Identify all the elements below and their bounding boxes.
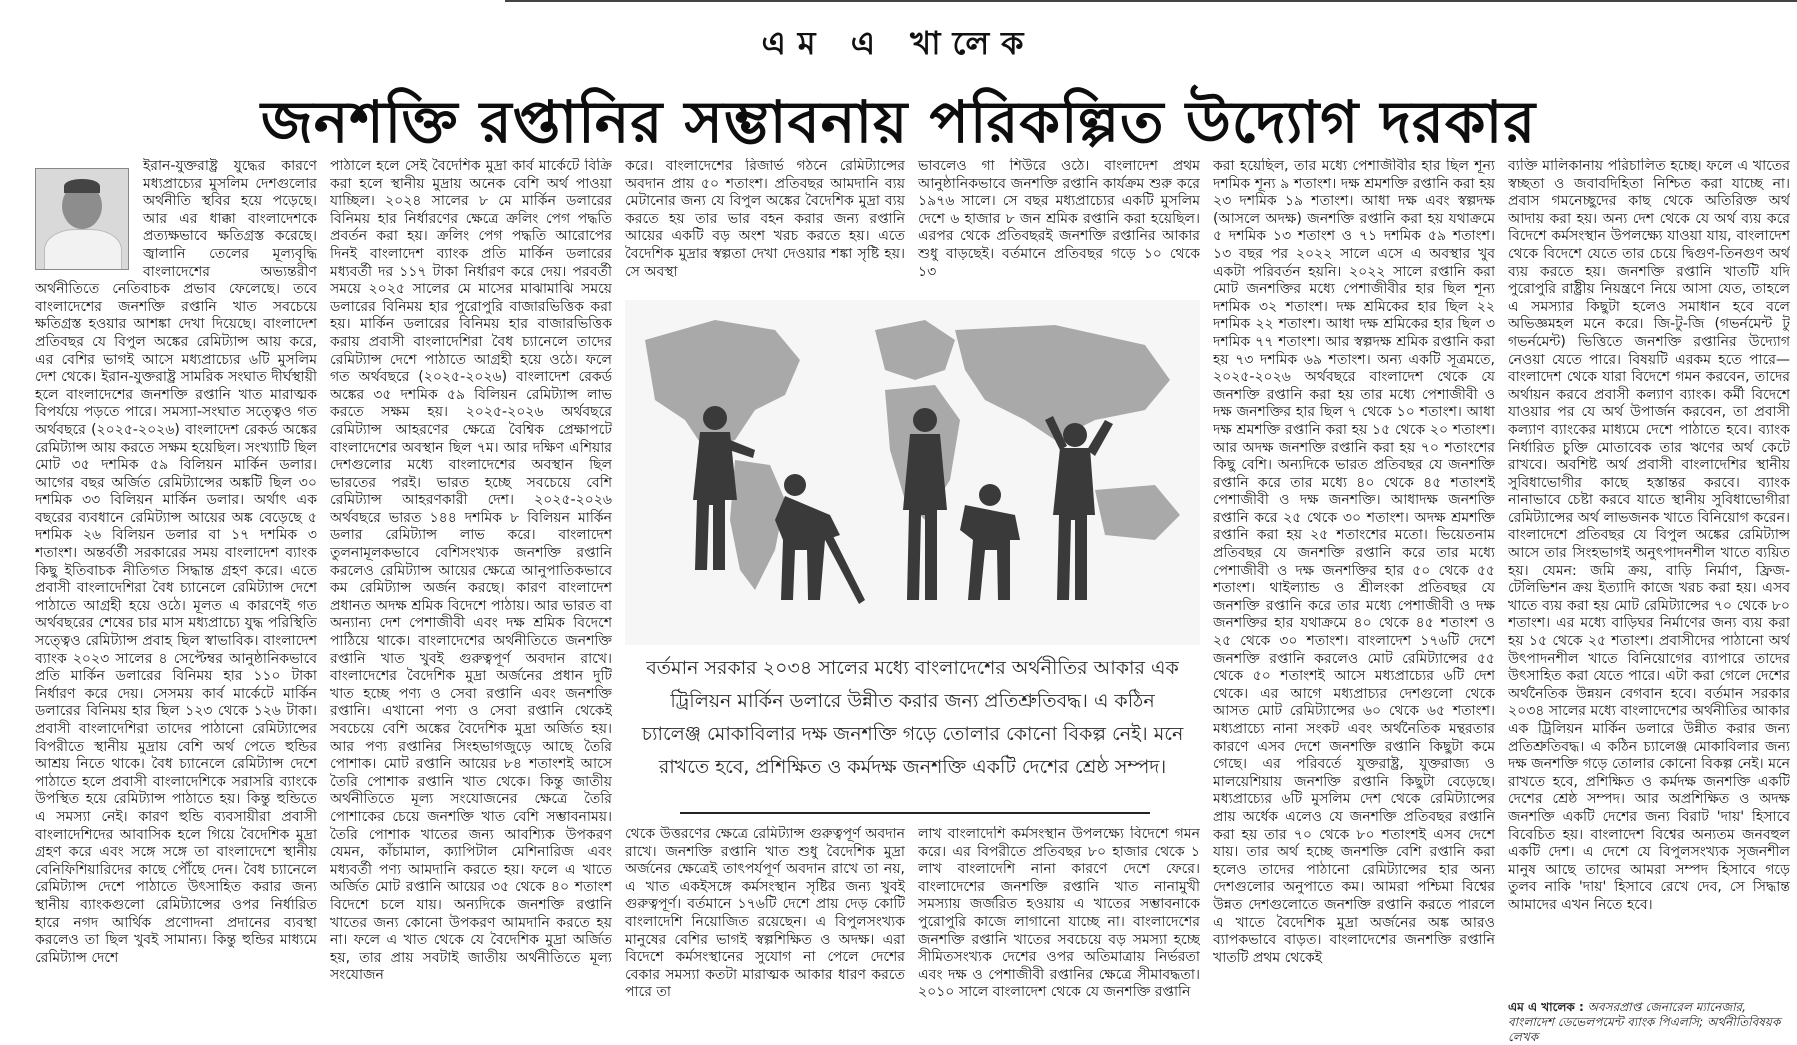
headline: জনশক্তি রপ্তানির সম্ভাবনায় পরিকল্পিত উদ্যোগ দরকার: [260, 88, 1537, 156]
column-4-top: [918, 158, 1200, 298]
column-6-text: ব্যক্তি মালিকানায় পরিচালিত হচ্ছে। ফলে এ খাতের স্বচ্ছতা ও জবাবদিহিতা নিশ্চিত করা যাচ্ছে না। প্রবাস গমনেচ্ছুদের কাছ থেকে অতিরিক্ত অর্থ আদায় করা হয়। অন্য দেশ থেকে যে অর্থ ব্যয় করে বিদেশে কর্মসংস্থান উপলক্ষ্যে যাওয়া যায়, বাংলাদেশ থেকে বিদেশে যেতে তার চেয়ে দ্বিগুণ-তিনগুণ অর্থ ব্যয় করতে হয়। জনশক্তি রপ্তানি খাতটি যদি পুরোপুরি রাষ্ট্রীয় নিয়ন্ত্রণে নিয়ে আসা যেত, তাহলে এ সমস্যার কিছুটা হলেও সমাধান হবে বলে অভিজ্ঞমহল মনে করে। জি-টু-জি (গভর্নমেন্ট টু গভর্নমেন্ট) ভিত্তিতে জনশক্তি রপ্তানির উদ্যোগ নেওয়া যেতে পারে। বিষয়টি এরকম হতে পারে—বাংলাদেশ থেকে যারা বিদেশে গমন করবেন, তাদের অর্থায়ন করবে প্রবাসী কল্যাণ ব্যাংক। কর্মী বিদেশে যাওয়ার পর যে অর্থ উপার্জন করবেন, তা প্রবাসী কল্যাণ ব্যাংকের মাধ্যমে দেশে পাঠাতে হবে। ব্যাংক নির্ধারিত চুক্তি মোতাবেক তার ঋণের অর্থ কেটে রাখবে। অবশিষ্ট অর্থ প্রবাসী বাংলাদেশির স্থানীয় সুবিধাভোগীর কাছে হস্তান্তর করবে। ব্যাংক নানাভাবে চেষ্টা করবে যাতে স্থানীয় সুবিধাভোগীরা রেমিট্যান্সের অর্থ লাভজনক খাতে বিনিয়োগ করেন। বাংলাদেশে প্রতিবছর যে বিপুল অঙ্কের রেমিট্যান্স আসে তার সিংহভাগই অনুৎপাদনশীল খাতে ব্যয়িত হয়। যেমন: জমি ক্রয়, বাড়ি নির্মাণ, ফ্রিজ-টেলিভিশন ক্রয় ইত্যাদি কাজে খরচ করা হয়। এসব খাতে ব্যয় করা হয় মোট রেমিট্যান্সের ৭০ থেকে ৮০ শতাংশ। এর মধ্যে বাড়িঘর নির্মাণের জন্য ব্যয় করা হয় ১৫ থেকে ২৫ শতাংশ। প্রবাসীদের পাঠানো অর্থ উৎপাদনশীল খাতে বিনিয়োগের ব্যাপারে তাদের উৎসাহিত করা যেতে পারে। এটা করা গেলে দেশের অর্থনৈতিক উন্নয়ন বেগবান হবে। বর্তমান সরকার ২০৩৪ সালের মধ্যে বাংলাদেশের অর্থনীতির আকার এক ট্রিলিয়ন মার্কিন ডলারে উন্নীত করার জন্য প্রতিশ্রুতিবদ্ধ। এ কঠিন চ্যালেঞ্জ মোকাবিলার জন্য দক্ষ জনশক্তি গড়ে তোলার কোনো বিকল্প নেই। মনে রাখতে হবে, প্রশিক্ষিত ও কর্মদক্ষ জনশক্তি একটি দেশের শ্রেষ্ঠ সম্পদ। আর অপ্রশিক্ষিত ও অদক্ষ জনশক্তি একটি দেশের জন্য বিরাট 'দায়' হিসাবে বিবেচিত হয়। বাংলাদেশ বিশ্বের অন্যতম জনবহুল একটি দেশ। এ দেশে যে বিপুলসংখ্যক সৃজনশীল মানুষ আছে তাদের আমরা সম্পদ হিসাবে গড়ে তুলব নাকি 'দায়' হিসাবে রেখে দেব, সে সিদ্ধান্ত আমাদের এখন নিতে হবে।: [1508, 158, 1790, 913]
column-3-bottom: [625, 826, 905, 1030]
column-4-bottom-text: লাখ বাংলাদেশি কর্মসংস্থান উপলক্ষ্যে বিদেশে গমন করে। এর বিপরীতে প্রতিবছর ৮০ হাজার থেকে ১ লাখ বাংলাদেশি নানা কারণে দেশে ফেরে। বাংলাদেশের জনশক্তি রপ্তানি খাত নানামুখী সমস্যায় জর্জরিত হওয়ায় এ খাতের সম্ভাবনাকে পুরোপুরি কাজে লাগানো যাচ্ছে না। বাংলাদেশের জনশক্তি রপ্তানি খাতের সবচেয়ে বড় সমস্যা হচ্ছে সীমিতসংখ্যক দেশের ওপর অতিমাত্রায় নির্ভরতা এবং দক্ষ ও পেশাজীবী রপ্তানির ক্ষেত্রে সীমাবদ্ধতা। ২০১০ সালে বাংলাদেশ থেকে যে জনশক্তি রপ্তানি: [918, 826, 1200, 1001]
top-rule: [505, 0, 1797, 2]
column-2-text: পাঠালে হলে সেই বৈদেশিক মুদ্রা কার্ব মার্কেটে বিক্রি করা হলে স্থানীয় মুদ্রায় অনেক বেশি অর্থ পাওয়া যাচ্ছিল। ২০২৪ সালের ৮ মে মার্কিন ডলারের বিনিময় হার নির্ধারণের ক্ষেত্রে ক্রলিং পেগ পদ্ধতি প্রবর্তন করা হয়। ক্রলিং পেগ পদ্ধতি আরোপের দিনই বাংলাদেশ ব্যাংক প্রতি মার্কিন ডলারের মধ্যবর্তী দর ১১৭ টাকা নির্ধারণ করে দেয়। পরবর্তী সময়ে ২০২৫ সালের মে মাসের মাঝামাঝি সময়ে ডলারের বিনিময় হার পুরোপুরি বাজারভিত্তিক করা হয়। মার্কিন ডলারের বিনিময় হার বাজারভিত্তিক করায় প্রবাসী বাংলাদেশিরা বৈধ চ্যানেলে তাদের রেমিট্যান্স দেশে পাঠাতে আগ্রহী হয়ে ওঠে। ফলে গত অর্থবছরে (২০২৫-২০২৬) বাংলাদেশ রেকর্ড অঙ্কের ৩৫ দশমিক ৫৯ বিলিয়ন রেমিট্যান্স লাভ করতে সক্ষম হয়। ২০২৫-২০২৬ অর্থবছরে রেমিট্যান্স আহরণের ক্ষেত্রে বৈশ্বিক প্রেক্ষাপটে বাংলাদেশের অবস্থান ছিল ৭ম। আর দক্ষিণ এশিয়ার দেশগুলোর মধ্যে বাংলাদেশের অবস্থান ছিল ভারতের পরই। ভারত হচ্ছে সবচেয়ে বেশি রেমিট্যান্স আহরণকারী দেশ। ২০২৫-২০২৬ অর্থবছরে ভারত ১৪৪ দশমিক ৮ বিলিয়ন মার্কিন ডলার রেমিট্যান্স লাভ করে। বাংলাদেশ তুলনামূলকভাবে বেশিসংখ্যক জনশক্তি রপ্তানি করলেও রেমিট্যান্স আয়ের ক্ষেত্রে আনুপাতিকভাবে কম রেমিট্যান্স অর্জন করছে। কারণ বাংলাদেশ প্রধানত অদক্ষ শ্রমিক বিদেশে পাঠায়। আর ভারত বা অন্যান্য দেশ পেশাজীবী এবং দক্ষ শ্রমিক বিদেশে পাঠিয়ে থাকে। বাংলাদেশের অর্থনীতিতে জনশক্তি রপ্তানি খাত খুবই গুরুত্বপূর্ণ অবদান রাখে। বাংলাদেশের বৈদেশিক মুদ্রা অর্জনের প্রধান দুটি খাত হচ্ছে পণ্য ও সেবা রপ্তানি এবং জনশক্তি রপ্তানি। এখানো পণ্য ও সেবা রপ্তানি থেকেই সবচেয়ে বেশি অঙ্কের বৈদেশিক মুদ্রা অর্জিত হয়। আর পণ্য রপ্তানির সিংহভাগজুড়ে আছে তৈরি পোশাক। মোট রপ্তানি আয়ের ৮৪ শতাংশই আসে তৈরি পোশাক রপ্তানি খাত থেকে। কিন্তু জাতীয় অর্থনীতিতে মূল্য সংযোজনের ক্ষেত্রে তৈরি পোশাকের চেয়ে জনশক্তি খাত বেশি সম্ভাবনাময়। তৈরি পোশাক খাতের জন্য আবশ্যিক উপকরণ যেমন, কাঁচামাল, ক্যাপিটাল মেশিনারিজ এবং মধ্যবর্তী পণ্য আমদানি করতে হয়। ফলে এ খাতে অর্জিত মোট রপ্তানি আয়ের ৩৫ থেকে ৪০ শতাংশ বিদেশে চলে যায়। অন্যদিকে জনশক্তি রপ্তানি খাতের জন্য কোনো উপকরণ আমদানি করতে হয় না। ফলে এ খাত থেকে যে বৈদেশিক মুদ্রা অর্জিত হয়, তার প্রায় সবটাই জাতীয় অর্থনীতিতে মূল্য সংযোজন: [330, 158, 612, 984]
column-1: [35, 158, 317, 1030]
author-photo: [35, 168, 135, 272]
author-bio-name: এম এ খালেক :: [1508, 1000, 1584, 1014]
author-byline: এম এ খালেক: [761, 24, 1036, 62]
column-6: [1508, 158, 1790, 998]
column-5: [1213, 158, 1495, 1030]
column-4-top-text: ভাবলেও গা শিউরে ওঠে। বাংলাদেশ প্রথম আনুষ্ঠানিকভাবে জনশক্তি রপ্তানি কার্যক্রম শুরু করে ১৯৭৬ সালে। সে বছর মধ্যপ্রাচ্যের একটি মুসলিম দেশে ৬ হাজার ৮ জন শ্রমিক রপ্তানি করা হয়েছিল। এরপর থেকে প্রতিবছরই জনশক্তি রপ্তানির আকার শুধু বাড়ছেই। বর্তমানে প্রতিবছর গড়ে ১০ থেকে ১৩: [918, 158, 1200, 280]
column-2: [330, 158, 612, 1030]
column-1-text: ইরান-যুক্তরাষ্ট্র যুদ্ধের কারণে মধ্যপ্রাচ্যের মুসলিম দেশগুলোর অর্থনীতি স্থবির হয়ে পড়েছে। আর এর ধাক্কা বাংলাদেশকে প্রত্যক্ষভাবে ক্ষতিগ্রস্ত করেছে। জ্বালানি তেলের মূল্যবৃদ্ধি বাংলাদেশের অভ্যন্তরীণ অর্থনীতিতে নেতিবাচক প্রভাব ফেলেছে। তবে বাংলাদেশের জনশক্তি রপ্তানি খাত সবচেয়ে ক্ষতিগ্রস্ত হওয়ার আশঙ্কা দেখা দিয়েছে। বাংলাদেশ প্রতিবছর যে বিপুল অঙ্কের রেমিট্যান্স আয় করে, এর বেশির ভাগই আসে মধ্যপ্রাচ্যের ৬টি মুসলিম দেশ থেকে। ইরান-যুক্তরাষ্ট্র সামরিক সংঘাত দীর্ঘস্থায়ী হলে বাংলাদেশের জনশক্তি রপ্তানি খাত মারাত্মক বিপর্যয়ে পড়তে পারে। সমস্যা-সংঘাত সত্ত্বেও গত অর্থবছরে (২০২৫-২০২৬) বাংলাদেশ রেকর্ড অঙ্কের রেমিট্যান্স আয় করতে সক্ষম হয়েছিল। সংখ্যাটি ছিল মোট ৩৫ দশমিক ৫৯ বিলিয়ন মার্কিন ডলার। আগের বছর অর্জিত রেমিট্যান্সের অঙ্কটি ছিল ৩০ দশমিক ৩৩ বিলিয়ন মার্কিন ডলার। অর্থাৎ এক বছরের ব্যবধানে রেমিট্যান্স আয়ের অঙ্ক বেড়েছে ৫ দশমিক ২৬ বিলিয়ন ডলার বা ১৭ দশমিক ৩ শতাংশ। অন্তর্বর্তী সরকারের সময় বাংলাদেশ ব্যাংক কিছু ইতিবাচক নীতিগত সিদ্ধান্ত গ্রহণ করে। এতে প্রবাসী বাংলাদেশিরা বৈধ চ্যানেলে রেমিট্যান্স দেশে পাঠাতে আগ্রহী হয়ে ওঠে। মূলত এ কারণেই গত অর্থবছরের শেষের চার মাস মধ্যপ্রাচ্যে যুদ্ধ পরিস্থিতি সত্ত্বেও রেমিট্যান্স প্রবাহ ছিল স্বাভাবিক। বাংলাদেশ ব্যাংক ২০২৩ সালের ৪ সেপ্টেম্বর আনুষ্ঠানিকভাবে প্রতি মার্কিন ডলারের বিনিময় হার ১১০ টাকা নির্ধারণ করে দেয়। সেসময় কার্ব মার্কেটে মার্কিন ডলারের বিনিময় হার ছিল ১২৩ থেকে ১২৬ টাকা। প্রবাসী বাংলাদেশিরা তাদের পাঠানো রেমিট্যান্সের বিপরীতে স্থানীয় মুদ্রায় বেশি অর্থ পেতে হুন্ডির আশ্রয় নিতে থাকে। বৈধ চ্যানেলে রেমিট্যান্স দেশে পাঠাতে হলে প্রবাসী বাংলাদেশিকে সরাসরি ব্যাংকে উপস্থিত হয়ে রেমিট্যান্স পাঠাতে হয়। কিন্তু হুন্ডিতে এ সমস্যা নেই। কারণ হুন্ডি ব্যবসায়ীরা প্রবাসী বাংলাদেশিদের আবাসিক হলে গিয়ে বৈদেশিক মুদ্রা গ্রহণ করে এবং সঙ্গে সঙ্গে তা বাংলাদেশে স্থানীয় বেনিফিশিয়ারিদের কাছে পৌঁছে দেন। বৈধ চ্যানেলে রেমিট্যান্স দেশে পাঠাতে উৎসাহিত করার জন্য স্থানীয় ব্যাংকগুলো রেমিট্যান্সের ওপর নির্ধারিত হারে নগদ আর্থিক প্রণোদনা প্রদানের ব্যবস্থা করলেও তা ছিল খুবই সামান্য। কিন্তু হুন্ডির মাধ্যমে রেমিট্যান্স দেশে: [35, 158, 317, 966]
pull-quote-rule: [680, 812, 1150, 814]
pull-quote: বর্তমান সরকার ২০৩৪ সালের মধ্যে বাংলাদেশের অর্থনীতির আকার এক ট্রিলিয়ন মার্কিন ডলারে উন্নীত করার জন্য প্রতিশ্রুতিবদ্ধ। এ কঠিন চ্যালেঞ্জ মোকাবিলার দক্ষ জনশক্তি গড়ে তোলার কোনো বিকল্প নেই। মনে রাখতে হবে, প্রশিক্ষিত ও কর্মদক্ষ জনশক্তি একটি দেশের শ্রেষ্ঠ সম্পদ।: [641, 657, 1184, 778]
column-3-top-text: করে। বাংলাদেশের রিজার্ভ গঠনে রেমিট্যান্সের অবদান প্রায় ৫০ শতাংশ। প্রতিবছর আমদানি ব্যয় মেটানোর জন্য যে বিপুল অঙ্কের বৈদেশিক মুদ্রা ব্যয় করতে হয় তার ভার বহন করার জন্য রপ্তানি আয়ের একটি বড় অংশ খরচ করতে হয়। এতে বৈদেশিক মুদ্রার স্বল্পতা দেখা দেওয়ার শঙ্কা সৃষ্টি হয়। সে অবস্থা: [625, 158, 905, 280]
column-3-bottom-text: থেকে উত্তরণের ক্ষেত্রে রেমিট্যান্স গুরুত্বপূর্ণ অবদান রাখে। জনশক্তি রপ্তানি খাত শুধু বৈদেশিক মুদ্রা অর্জনের ক্ষেত্রেই তাৎপর্যপূর্ণ অবদান রাখে তা নয়, এ খাত একইসঙ্গে কর্মসংস্থান সৃষ্টির জন্য খুবই গুরুত্বপূর্ণ। বর্তমানে ১৭৬টি দেশে প্রায় দেড় কোটি বাংলাদেশি নিয়োজিত রয়েছেন। এ বিপুলসংখ্যক মানুষের বেশির ভাগই স্বল্পশিক্ষিত ও অদক্ষ। এরা বিদেশে কর্মসংস্থানের সুযোগ না পেলে দেশের বেকার সমস্যা কতটা মারাত্মক আকার ধারণ করতে পারে তা: [625, 826, 905, 1001]
author-bio: [1508, 1000, 1790, 1045]
world-map-workers-illustration: [625, 300, 1200, 645]
column-3-top: [625, 158, 905, 298]
column-5-text: করা হয়েছিল, তার মধ্যে পেশাজীবীর হার ছিল শূন্য দশমিক শূন্য ৯ শতাংশ। দক্ষ শ্রমশক্তি রপ্তানি করা হয় ২৩ দশমিক ১৯ শতাংশ। আধা দক্ষ এবং স্বল্পদক্ষ (আসলে অদক্ষ) জনশক্তি রপ্তানি করা হয় যথাক্রমে ৫ দশমিক ১৩ শতাংশ ও ৭১ দশমিক ৫৯ শতাংশ। ১৩ বছর পর ২০২২ সালে এসে এ অবস্থার খুব একটা পরিবর্তন হয়নি। ২০২২ সালে রপ্তানি করা মোট জনশক্তির মধ্যে পেশাজীবীর হার ছিল শূন্য দশমিক ৩২ শতাংশ। দক্ষ শ্রমিকের হার ছিল ২২ দশমিক ২২ শতাংশ। আধা দক্ষ শ্রমিকের হার ছিল ৩ দশমিক ৭৭ শতাংশ। আর স্বল্পদক্ষ শ্রমিক রপ্তানি করা হয় ৭৩ দশমিক ৬৯ শতাংশ। অন্য একটি সূত্রমতে, ২০২৫-২০২৬ অর্থবছরে বাংলাদেশ থেকে যে জনশক্তি রপ্তানি করা হয় তার মধ্যে পেশাজীবী ও দক্ষ জনশক্তির হার ছিল ৭ থেকে ১০ শতাংশ। আধা দক্ষ শ্রমশক্তি রপ্তানি করা হয় ১৫ থেকে ২০ শতাংশ। আর অদক্ষ জনশক্তি রপ্তানি করা হয় ৭০ শতাংশের কিছু বেশি। অন্যদিকে ভারত প্রতিবছর যে জনশক্তি রপ্তানি করে তার মধ্যে ৪০ থেকে ৪৫ শতাংশই পেশাজীবী ও দক্ষ জনশক্তি। আধাদক্ষ জনশক্তি রপ্তানি করে ২৫ থেকে ৩০ শতাংশ। অদক্ষ শ্রমশক্তি রপ্তানি করা হয় ২৫ শতাংশের মতো। ভিয়েতনাম প্রতিবছর যে জনশক্তি রপ্তানি করে তার মধ্যে পেশাজীবী ও দক্ষ জনশক্তির হার ৫০ থেকে ৫৫ শতাংশ। থাইল্যান্ড ও শ্রীলংকা প্রতিবছর যে জনশক্তি রপ্তানি করে তার মধ্যে পেশাজীবী ও দক্ষ জনশক্তির হার যথাক্রমে ৪০ থেকে ৪৫ শতাংশ ও ২৫ থেকে ৩০ শতাংশ। বাংলাদেশ ১৭৬টি দেশে জনশক্তি রপ্তানি করলেও মোট রেমিট্যান্সের ৫৫ থেকে ৫০ শতাংশই আসে মধ্যপ্রাচ্যের ৬টি দেশ থেকে। এর আগে মধ্যপ্রাচ্যর দেশগুলো থেকে আসত মোট রেমিট্যান্সের ৬০ থেকে ৬৫ শতাংশ। মধ্যপ্রাচ্যে নানা সংকট এবং অর্থনৈতিক মন্থরতার কারণে এসব দেশে জনশক্তি রপ্তানি কিছুটা কমে গেছে। এর পরিবর্তে যুক্তরাষ্ট্র, যুক্তরাজ্য ও মালয়েশিয়ায় জনশক্তি রপ্তানি কিছুটা বেড়েছে। মধ্যপ্রাচ্যের ৬টি মুসলিম দেশ থেকে রেমিট্যান্সের প্রায় অর্ধেক এলেও যে জনশক্তি প্রতিবছর রপ্তানি করা হয় তার ৭০ থেকে ৮০ শতাংশই এসব দেশে যায়। তার অর্থ হচ্ছে জনশক্তি বেশি রপ্তানি করা হলেও তাদের পাঠানো রেমিট্যান্সের হার অন্য দেশগুলোর অনুপাতে কম। আমরা পশ্চিমা বিশ্বের উন্নত দেশগুলোতে জনশক্তি রপ্তানি করতে পারলে এ খাতে বৈদেশিক মুদ্রা অর্জনের অঙ্ক আরও ব্যাপকভাবে বাড়ত। বাংলাদেশের জনশক্তি রপ্তানি খাতটি প্রথম থেকেই: [1213, 158, 1495, 966]
illustration-workers-map: [625, 300, 1200, 645]
author-bio-text: অবসরপ্রাপ্ত জেনারেল ম্যানেজার, বাংলাদেশ ডেভেলপমেন্ট ব্যাংক পিএলসি; অর্থনীতিবিষয়ক লেখক: [1508, 1000, 1781, 1044]
column-4-bottom: [918, 826, 1200, 1030]
